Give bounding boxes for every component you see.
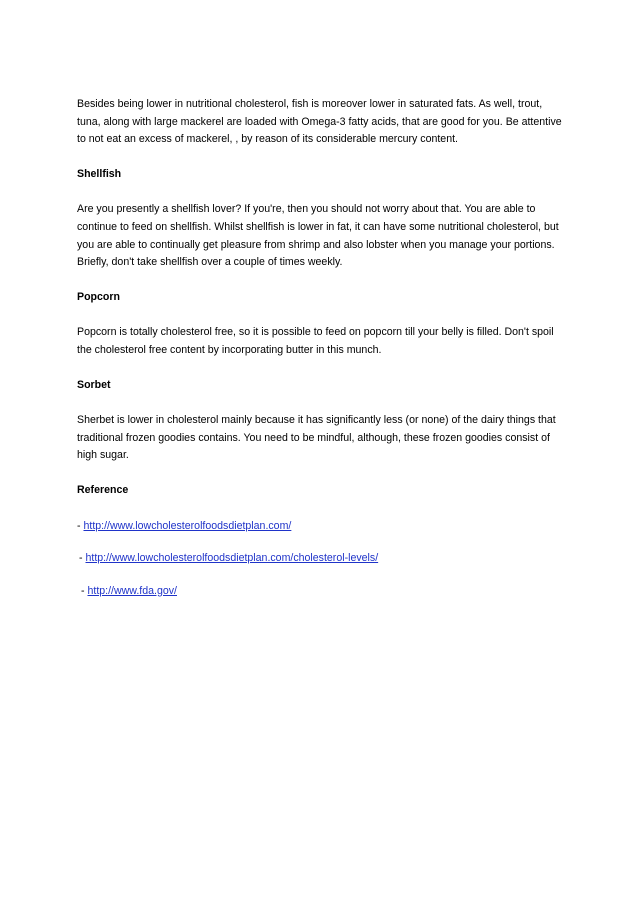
reference-link-fda[interactable]: http://www.fda.gov/ <box>87 584 177 597</box>
reference-item <box>77 518 565 536</box>
reference-dash: - <box>79 552 86 565</box>
reference-link-cholesterol-levels[interactable]: http://www.lowcholesterolfoodsdietplan.com/cholesterol-levels/ <box>85 552 379 565</box>
sorbet-heading: Sorbet <box>77 378 111 391</box>
reference-heading: Reference <box>77 483 129 496</box>
shellfish-paragraph: Are you presently a shellfish lover? If you're, then you should not worry about that. You are able to continue to feed on shellfish. Whilst shellfish is lower in fat, it can have some nutritional cholesterol, but you are able to continually get pleasure from shrimp and also lobster when you manage your portions. Briefly, don't take shellfish over a couple of times weekly. <box>77 203 559 269</box>
popcorn-heading: Popcorn <box>77 290 120 303</box>
document-body <box>77 96 565 615</box>
reference-dash: - <box>77 519 84 532</box>
fish-paragraph: Besides being lower in nutritional cholesterol, fish is moreover lower in saturated fats. As well, trout, tuna, along with large mackerel are loaded with Omega-3 fatty acids, that are good for you. Be attentive to not eat an excess of mackerel, , by reason of its considerable mercury content. <box>77 98 562 146</box>
reference-item <box>77 583 565 601</box>
reference-item <box>77 550 565 568</box>
reference-dash: - <box>81 584 88 597</box>
sorbet-paragraph: Sherbet is lower in cholesterol mainly because it has significantly less (or none) of the dairy things that traditional frozen goodies contains. You need to be mindful, although, these frozen goodies consist of high sugar. <box>77 414 556 462</box>
reference-link-homepage[interactable]: http://www.lowcholesterolfoodsdietplan.com/ <box>83 519 292 532</box>
popcorn-paragraph: Popcorn is totally cholesterol free, so it is possible to feed on popcorn till your belly is filled. Don't spoil the cholesterol free content by incorporating butter in this munch. <box>77 326 554 356</box>
shellfish-heading: Shellfish <box>77 167 122 180</box>
